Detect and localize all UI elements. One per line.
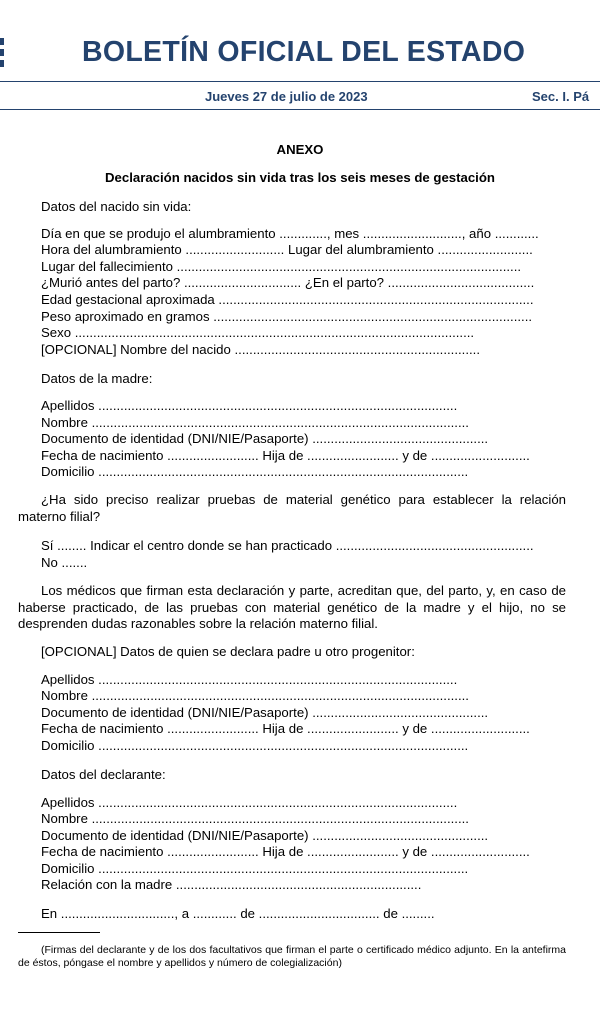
section-page-label: Sec. I. Pá xyxy=(532,89,590,104)
form-line: Nombre ....................................................................................................... xyxy=(41,415,469,430)
form-line: Domicilio ..................................................................................................... xyxy=(41,738,469,753)
medical-statement: Los médicos que firman esta declaración y parte, acreditan que, del parto, y, en caso de haberse practicado, de las pruebas con material genético de la madre y el hijo, no se desprenden dudas razonables sobre la relación materno filial. xyxy=(18,583,566,631)
header-rule-bottom xyxy=(0,109,600,110)
form-line: [OPCIONAL] Nombre del nacido ................................................................... xyxy=(41,342,480,357)
page-title: BOLETÍN OFICIAL DEL ESTADO xyxy=(82,36,526,68)
form-line: Nombre ....................................................................................................... xyxy=(41,688,469,703)
nacido-section-label: Datos del nacido sin vida: xyxy=(41,199,192,214)
form-line: Peso aproximado en gramos ....................................................................................... xyxy=(41,309,533,324)
form-line: Día en que se produjo el alumbramiento ............., mes ..........................., año ............ xyxy=(41,226,539,241)
footnote: (Firmas del declarante y de los dos facultativos que firman el parte o certificado médico adjunto. En la antefirma de éstos, póngase el nombre y apellidos y número de colegialización) xyxy=(18,944,566,969)
form-line: Apellidos .................................................................................................. xyxy=(41,672,458,687)
form-line: Edad gestacional aproximada ...................................................................................... xyxy=(41,292,534,307)
form-line: Nombre ....................................................................................................... xyxy=(41,811,469,826)
publication-date: Jueves 27 de julio de 2023 xyxy=(205,89,368,104)
place-date-line: En ..............................., a ............ de ................................. de ......... xyxy=(41,906,435,921)
genetic-test-question: ¿Ha sido preciso realizar pruebas de material genético para establecer la relación materno filial? xyxy=(18,492,566,524)
anexo-heading: ANEXO xyxy=(276,142,324,157)
form-line: Relación con la madre ................................................................... xyxy=(41,877,422,892)
form-line: Apellidos .................................................................................................. xyxy=(41,795,458,810)
form-line: No ....... xyxy=(41,555,88,570)
form-line: Documento de identidad (DNI/NIE/Pasaporte) ................................................ xyxy=(41,431,489,446)
declarante-section-label: Datos del declarante: xyxy=(41,767,166,782)
madre-section-label: Datos de la madre: xyxy=(41,371,153,386)
form-line: Domicilio ..................................................................................................... xyxy=(41,861,469,876)
padre-section-label: [OPCIONAL] Datos de quien se declara padre u otro progenitor: xyxy=(41,644,415,659)
form-line: Fecha de nacimiento ......................... Hija de ......................... y de ........................... xyxy=(41,448,530,463)
footnote-divider xyxy=(18,932,100,933)
document-heading: Declaración nacidos sin vida tras los seis meses de gestación xyxy=(105,170,495,185)
form-line: Hora del alumbramiento ........................... Lugar del alumbramiento .......................... xyxy=(41,242,533,257)
form-line: Sí ........ Indicar el centro donde se han practicado ...................................................... xyxy=(41,538,534,553)
form-line: Fecha de nacimiento ......................... Hija de ......................... y de ........................... xyxy=(41,721,530,736)
form-line: Documento de identidad (DNI/NIE/Pasaporte) ................................................ xyxy=(41,828,489,843)
form-line: Documento de identidad (DNI/NIE/Pasaporte) ................................................ xyxy=(41,705,489,720)
form-line: ¿Murió antes del parto? ................................ ¿En el parto? ........................................ xyxy=(41,275,535,290)
header-rule-top xyxy=(0,81,600,82)
form-line: Lugar del fallecimiento .............................................................................................. xyxy=(41,259,522,274)
form-line: Apellidos .................................................................................................. xyxy=(41,398,458,413)
boe-logo-mark xyxy=(0,38,4,68)
form-line: Domicilio ..................................................................................................... xyxy=(41,464,469,479)
form-line: Sexo ............................................................................................................. xyxy=(41,325,475,340)
form-line: Fecha de nacimiento ......................... Hija de ......................... y de ........................... xyxy=(41,844,530,859)
